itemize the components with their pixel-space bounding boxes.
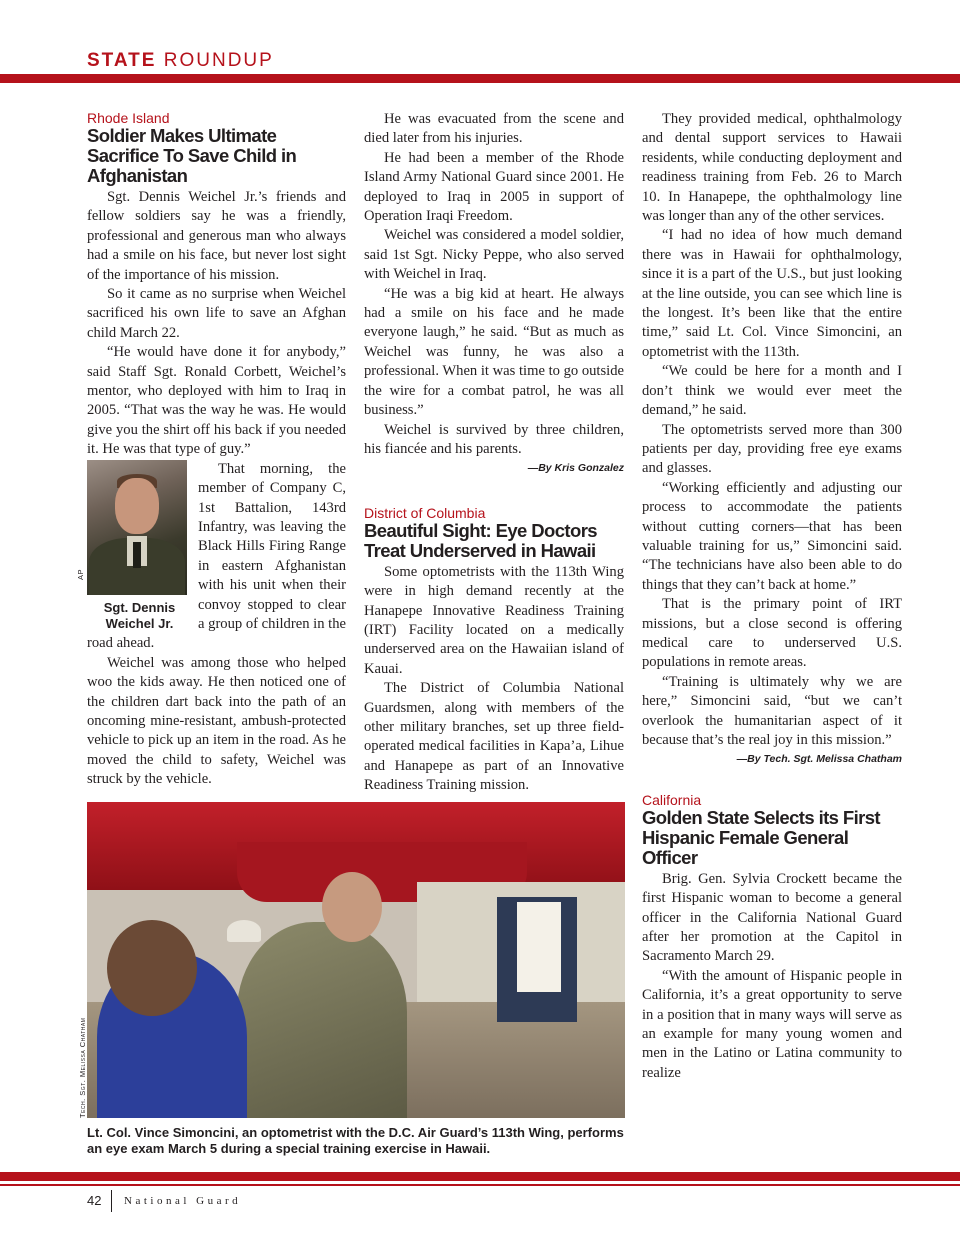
portrait-photo-credit: AP [76,568,85,580]
portrait-caption: Sgt. Dennis Weichel Jr. [103,599,176,631]
article1-column1 [87,110,346,790]
article2-headline: Beautiful Sight: Eye Doctors Treat Underserved in Hawaii [364,519,597,561]
article3-paragraph-1: Brig. Gen. Sylvia Crockett became the first Hispanic woman to become a general officer in the California National Guard after her promotion at the Capitol in Sacramento March 29. [642,870,902,965]
bottom-rule-thin [0,1184,960,1186]
article2-byline: —By Tech. Sgt. Melissa Chatham [736,753,902,766]
article1-paragraph-1: Sgt. Dennis Weichel Jr.’s friends and fellow soldiers say he was a friendly, professional and generous man who always had a smile on his face, but never lost sight of the importance of his mission. [87,189,346,283]
article1-byline: —By Kris Gonzalez [527,462,624,475]
article1-paragraph-6: He was evacuated from the scene and died later from his injuries. [364,111,624,147]
publication-name: National Guard [124,1195,242,1207]
eye-exam-photo-credit: Tech. Sgt. Melissa Chatham [78,1017,87,1118]
bottom-rule [0,1172,960,1181]
article1-paragraph-10: Weichel is survived by three children, his fiancée and his parents. [364,421,624,457]
article2-paragraph-3: They provided medical, ophthalmology and dental support services to Hawaii residents, while conducting deployment and readiness training from Feb. 26 to March 10. In Hanapepe, the ophthalmology line was longer than any of the other services. [642,111,902,225]
article1-paragraph-3: “He would have done it for anybody,” said Staff Sgt. Ronald Corbett, Weichel’s mentor, who deployed with him to Iraq in 2005. “That was the way he was. He would give you the shirt off his back if you needed it. He was that type of guy.” [87,344,346,458]
folio-divider [111,1190,112,1212]
article2-paragraph-5: “We could be here for a month and I don’t think we would ever meet the demand,” he said. [642,363,902,419]
article1-paragraph-7: He had been a member of the Rhode Island Army National Guard since 2001. He deployed to Iraq in 2005 in support of Operation Iraqi Freedom. [364,149,624,225]
article1-paragraph-2: So it came as no surprise when Weichel sacrificed his own life to save an Afghan child March 22. [87,286,346,341]
article2-paragraph-2: The District of Columbia National Guardsmen, along with members of the other military branches, set up three field-operated medical facilities in Kapa’a, Lihue and Hanapepe as part of an Innovative Readiness Training mission. [364,680,624,794]
article-column2 [364,110,624,794]
article2-paragraph-9: “Training is ultimately why we are here,” Simoncini said, “but we can’t overlook the humanitarian aspect of it because that’s the real joy in this mission.” [642,673,902,748]
article1-paragraph-8: Weichel was considered a model soldier, said 1st Sgt. Nicky Peppe, who also served with Weichel in Iraq. [364,227,624,283]
article2-paragraph-4: “I had no idea of how much demand there was in Hawaii for ophthalmology, since it is a part of the U.S., but just looking at the line outside, you can see which line is the longest. It’s been like that the entire time,” said Lt. Col. Vince Simoncini, an optometrist with the 113th. [642,227,902,360]
section-header [87,50,274,72]
article3-state: California [642,791,702,808]
eye-exam-photo-caption: Lt. Col. Vince Simoncini, an optometrist with the D.C. Air Guard’s 113th Wing, performs an eye exam March 5 during a special training exercise in Hawaii. [87,1125,624,1156]
eye-exam-photo [87,802,625,1118]
article-column3 [642,110,902,1170]
article1-headline: Soldier Makes Ultimate Sacrifice To Save Child in Afghanistan [87,125,297,186]
article2-paragraph-7: “Working efficiently and adjusting our process to accommodate the patients without cutting corners—that has been valuable training for us,” Simoncini said. “The technicians have also been able to do things that they can’t back at home.” [642,479,902,593]
article3-paragraph-2: “With the amount of Hispanic people in California, it’s a great opportunity to serve in a position that in many ways will serve as an example for many young women and men in the Latino or Latina community to realize [642,967,902,1081]
article1-paragraph-9: “He was a big kid at heart. He always had a smile on his face and he made everyone laugh,” he said. “But as much as Weichel was funny, he was also a professional. When it was time to go outside the wire for a combat patrol, he was all business.” [364,285,624,419]
article1-paragraph-5: Weichel was among those who helped woo the kids away. He then noticed one of the children dart back into the path of an oncoming mine-resistant, ambush-protected vehicle to pick up an item in the road. As he moved the child to safety, Weichel was struck by the vehicle. [87,654,346,788]
section-header-bold: STATE [87,50,157,71]
article2-paragraph-1: Some optometrists with the 113th Wing were in high demand recently at the Hanapepe Innovative Readiness Training (IRT) Facility located on a medically underserved area on the Hawaiian island of Kauai. [364,563,624,677]
article1-paragraph-4: That morning, the member of Company C, 1st Battalion, 143rd Infantry, was leaving the Black Hills Firing Range in eastern Afghanistan with his unit when their convoy stopped to clear a group of children in the road ahead. [87,460,346,652]
portrait-photo-box [87,460,192,632]
portrait-photo [87,460,187,595]
article3-headline: Golden State Selects its First Hispanic Female General Officer [642,806,880,868]
article2-paragraph-6: The optometrists served more than 300 patients per day, providing free eye exams and glasses. [642,421,902,477]
article2-state: District of Columbia [364,504,486,521]
article1-state: Rhode Island [87,110,170,126]
page-number: 42 [87,1193,102,1208]
top-rule [0,74,960,83]
article2-paragraph-8: That is the primary point of IRT missions, but a close second is offering medical care to underserved U.S. populations in remote areas. [642,596,902,671]
section-header-rest: ROUNDUP [156,50,274,71]
